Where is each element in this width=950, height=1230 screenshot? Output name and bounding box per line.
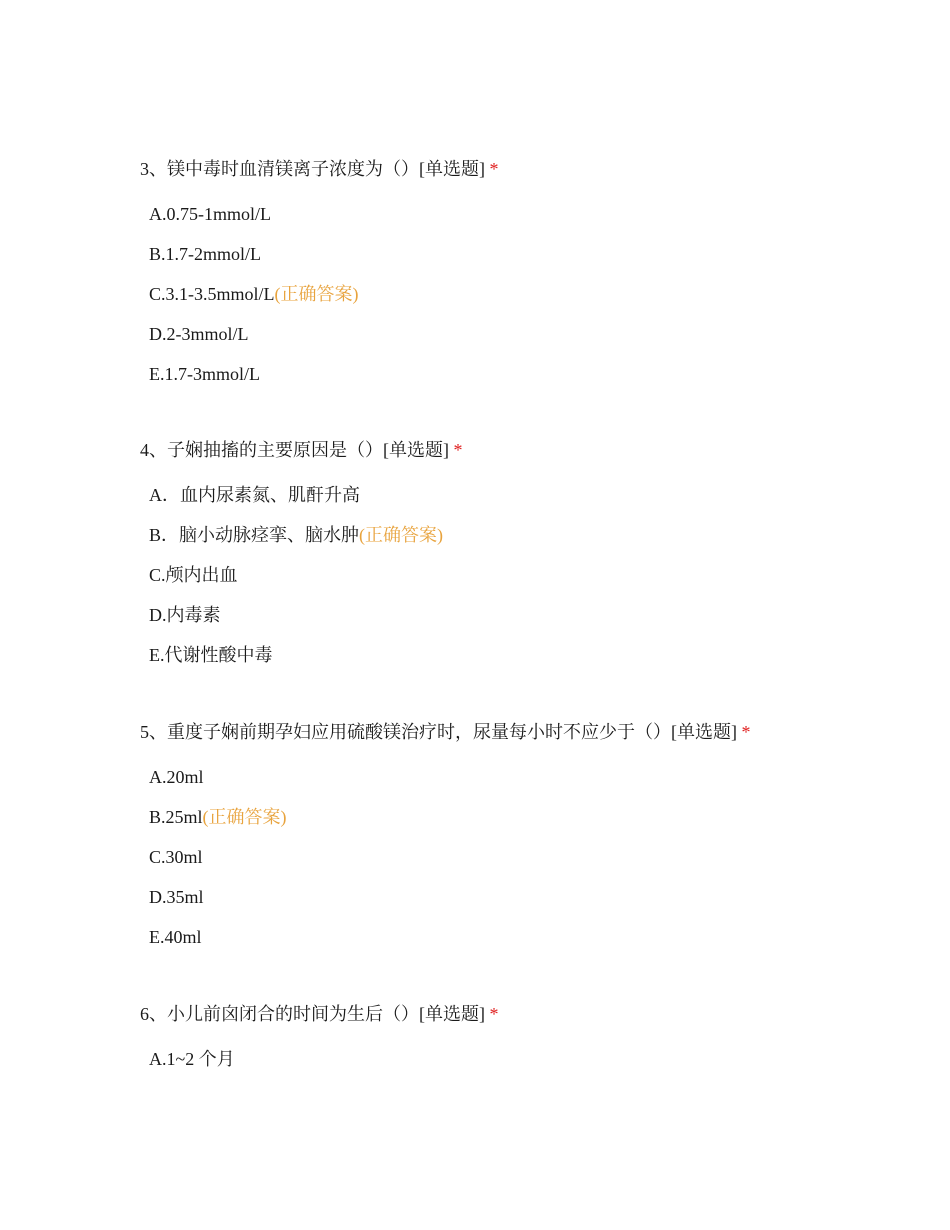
option-item[interactable] — [149, 886, 900, 926]
option-item[interactable] — [149, 766, 900, 806]
option-list — [140, 766, 900, 966]
option-text: D.35ml — [149, 887, 204, 907]
option-text: C.30ml — [149, 847, 203, 867]
question-title-text: 4、子娴抽搐的主要原因是（）[单选题] — [140, 440, 449, 460]
question-block — [140, 439, 900, 684]
question-title — [140, 721, 900, 743]
required-star: * — [489, 1004, 499, 1024]
option-text: A.1~2 个月 — [149, 1049, 235, 1069]
option-item[interactable] — [149, 806, 900, 846]
required-star: * — [453, 440, 463, 460]
required-star: * — [741, 722, 751, 742]
option-item[interactable] — [149, 363, 900, 403]
question-block — [140, 721, 900, 966]
option-item[interactable] — [149, 524, 900, 564]
question-title-text: 6、小儿前囟闭合的时间为生后（）[单选题] — [140, 1004, 485, 1024]
question-block — [140, 158, 900, 403]
question-title — [140, 1003, 900, 1025]
correct-answer-tag: (正确答案) — [202, 807, 287, 827]
option-text: D.内毒素 — [149, 605, 221, 625]
option-text: E.40ml — [149, 927, 202, 947]
option-list — [140, 1048, 900, 1088]
option-item[interactable] — [149, 564, 900, 604]
correct-answer-tag: (正确答案) — [274, 284, 359, 304]
correct-answer-tag: (正确答案) — [359, 525, 444, 545]
option-item[interactable] — [149, 846, 900, 886]
question-title-text: 5、重度子娴前期孕妇应用硫酸镁治疗时，尿量每小时不应少于（）[单选题] — [140, 722, 737, 742]
option-item[interactable] — [149, 926, 900, 966]
option-text: B.25ml — [149, 807, 203, 827]
option-item[interactable] — [149, 644, 900, 684]
question-block — [140, 1003, 900, 1088]
option-text: B.1.7-2mmol/L — [149, 244, 261, 264]
option-item[interactable] — [149, 484, 900, 524]
option-text: A.0.75-1mmol/L — [149, 204, 271, 224]
option-text: E.代谢性酸中毒 — [149, 645, 273, 665]
option-text: B．脑小动脉痉挛、脑水肿 — [149, 525, 360, 545]
option-list — [140, 484, 900, 684]
option-text: A.20ml — [149, 767, 204, 787]
question-title-text: 3、镁中毒时血清镁离子浓度为（）[单选题] — [140, 159, 485, 179]
option-text: A．血内尿素氮、肌酐升高 — [149, 485, 360, 505]
option-item[interactable] — [149, 323, 900, 363]
option-item[interactable] — [149, 203, 900, 243]
option-text: C.3.1-3.5mmol/L — [149, 284, 275, 304]
option-item[interactable] — [149, 243, 900, 283]
option-text: E.1.7-3mmol/L — [149, 364, 260, 384]
option-text: D.2-3mmol/L — [149, 324, 249, 344]
question-title — [140, 158, 900, 180]
option-item[interactable] — [149, 604, 900, 644]
option-text: C.颅内出血 — [149, 565, 238, 585]
question-title — [140, 439, 900, 461]
option-item[interactable] — [149, 1048, 900, 1088]
option-list — [140, 203, 900, 403]
option-item[interactable] — [149, 283, 900, 323]
required-star: * — [489, 159, 499, 179]
